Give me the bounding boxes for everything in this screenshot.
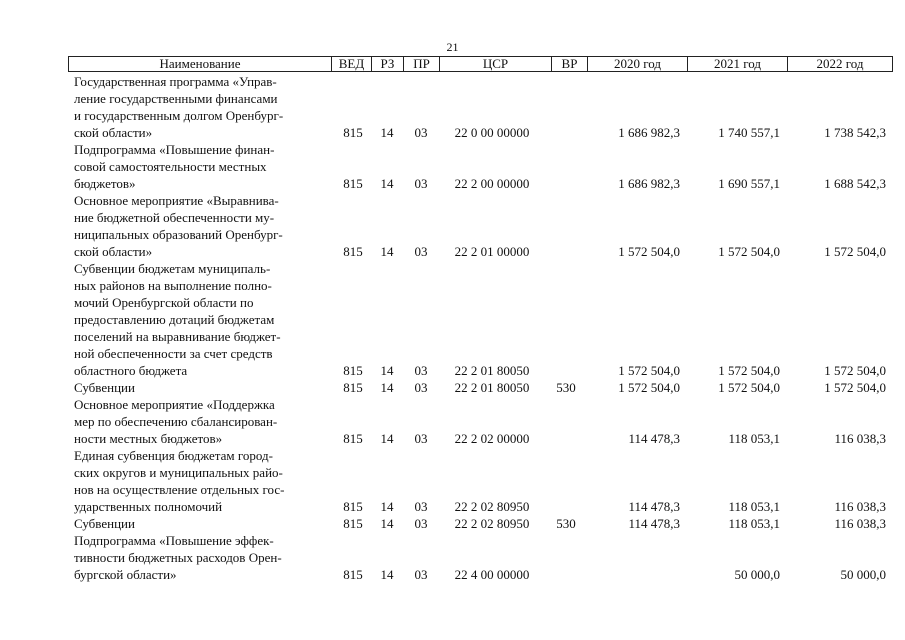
row-name — [74, 532, 324, 583]
row-name-line: Субвенции — [74, 380, 135, 395]
cell-csr: 22 0 00 00000 — [454, 125, 530, 140]
row-name-line: ных районов на выполнение полно- — [74, 278, 272, 293]
row-name-line: ской области» — [74, 244, 153, 259]
cell-y2022: 116 038,3 — [834, 431, 886, 446]
table-row — [68, 73, 893, 141]
cell-y2020: 1 686 982,3 — [618, 125, 680, 140]
row-name-line: ности местных бюджетов» — [74, 431, 223, 446]
cell-rz: 14 — [380, 567, 394, 582]
cell-csr: 22 2 02 80950 — [454, 516, 530, 531]
cell-y2021: 1 740 557,1 — [718, 125, 780, 140]
cell-ved: 815 — [343, 431, 363, 446]
cell-y2022: 116 038,3 — [834, 499, 886, 514]
cell-pr: 03 — [414, 516, 428, 531]
row-name-line: ниципальных образований Оренбург- — [74, 227, 283, 242]
header-rz: РЗ — [371, 57, 403, 71]
cell-rz: 14 — [380, 244, 394, 259]
table-row — [68, 260, 893, 379]
header-2022: 2022 год — [787, 57, 892, 71]
row-name-line: бюджетов» — [74, 176, 136, 191]
cell-y2021: 118 053,1 — [728, 499, 780, 514]
row-name-line: областного бюджета — [74, 363, 188, 378]
cell-y2022: 1 572 504,0 — [824, 244, 886, 259]
row-name-line: ной обеспеченности за счет средств — [74, 346, 273, 361]
row-name — [74, 141, 324, 192]
header-csr: ЦСР — [439, 57, 551, 71]
cell-vr: 530 — [556, 380, 576, 395]
cell-pr: 03 — [414, 244, 428, 259]
row-name-line: ление государственными финансами — [74, 91, 278, 106]
cell-ved: 815 — [343, 125, 363, 140]
cell-ved: 815 — [343, 567, 363, 582]
table-row — [68, 192, 893, 260]
cell-rz: 14 — [380, 516, 394, 531]
cell-rz: 14 — [380, 176, 394, 191]
cell-pr: 03 — [414, 176, 428, 191]
cell-y2021: 118 053,1 — [728, 516, 780, 531]
row-name-line: и государственным долгом Оренбург- — [74, 108, 284, 123]
cell-csr: 22 2 00 00000 — [454, 176, 530, 191]
cell-y2020: 114 478,3 — [628, 431, 680, 446]
row-name — [74, 260, 324, 379]
row-name-line: поселений на выравнивание бюджет- — [74, 329, 281, 344]
row-name — [74, 73, 324, 141]
table-row — [68, 396, 893, 447]
cell-csr: 22 2 02 00000 — [454, 431, 530, 446]
cell-rz: 14 — [380, 499, 394, 514]
cell-y2022: 50 000,0 — [840, 567, 886, 582]
cell-y2020: 1 686 982,3 — [618, 176, 680, 191]
row-name-line: ских округов и муниципальных райо- — [74, 465, 283, 480]
cell-csr: 22 2 01 80050 — [454, 363, 530, 378]
cell-ved: 815 — [343, 380, 363, 395]
row-name-line: Государственная программа «Управ- — [74, 74, 277, 89]
cell-y2020: 1 572 504,0 — [618, 380, 680, 395]
cell-ved: 815 — [343, 176, 363, 191]
table-row — [68, 532, 893, 583]
row-name-line: Основное мероприятие «Поддержка — [74, 397, 275, 412]
cell-ved: 815 — [343, 244, 363, 259]
cell-csr: 22 2 01 00000 — [454, 244, 530, 259]
table-row — [68, 447, 893, 515]
row-name-line: Субвенции бюджетам муниципаль- — [74, 261, 271, 276]
cell-y2020: 114 478,3 — [628, 516, 680, 531]
header-2021: 2021 год — [687, 57, 787, 71]
row-name-line: ударственных полномочий — [74, 499, 223, 514]
row-name-line: тивности бюджетных расходов Орен- — [74, 550, 282, 565]
cell-csr: 22 2 01 80050 — [454, 380, 530, 395]
row-name-line: Подпрограмма «Повышение финан- — [74, 142, 275, 157]
row-name — [74, 447, 324, 515]
header-2020: 2020 год — [587, 57, 687, 71]
cell-y2020: 1 572 504,0 — [618, 244, 680, 259]
header-ved: ВЕД — [331, 57, 371, 71]
cell-rz: 14 — [380, 380, 394, 395]
cell-csr: 22 2 02 80950 — [454, 499, 530, 514]
cell-y2021: 118 053,1 — [728, 431, 780, 446]
cell-rz: 14 — [380, 125, 394, 140]
row-name-line: Подпрограмма «Повышение эффек- — [74, 533, 274, 548]
row-name-line: ской области» — [74, 125, 153, 140]
row-name-line: мер по обеспечению сбалансирован- — [74, 414, 278, 429]
row-name — [74, 515, 324, 532]
cell-y2022: 1 688 542,3 — [824, 176, 886, 191]
row-name — [74, 396, 324, 447]
cell-y2021: 1 572 504,0 — [718, 380, 780, 395]
cell-y2022: 1 738 542,3 — [824, 125, 886, 140]
table-row — [68, 141, 893, 192]
cell-y2022: 1 572 504,0 — [824, 363, 886, 378]
row-name-line: нов на осуществление отдельных гос- — [74, 482, 285, 497]
row-name-line: Единая субвенция бюджетам город- — [74, 448, 273, 463]
row-name-line: совой самостоятельности местных — [74, 159, 267, 174]
row-name-line: мочий Оренбургской области по — [74, 295, 254, 310]
cell-y2020: 114 478,3 — [628, 499, 680, 514]
row-name-line: предоставлению дотаций бюджетам — [74, 312, 275, 327]
cell-ved: 815 — [343, 499, 363, 514]
header-pr: ПР — [403, 57, 439, 71]
row-name — [74, 192, 324, 260]
header-vr: ВР — [551, 57, 587, 71]
cell-ved: 815 — [343, 516, 363, 531]
page-number: 21 — [446, 40, 459, 54]
cell-vr: 530 — [556, 516, 576, 531]
cell-y2021: 1 690 557,1 — [718, 176, 780, 191]
row-name — [74, 379, 324, 396]
cell-pr: 03 — [414, 499, 428, 514]
cell-rz: 14 — [380, 363, 394, 378]
cell-rz: 14 — [380, 431, 394, 446]
cell-pr: 03 — [414, 125, 428, 140]
cell-pr: 03 — [414, 380, 428, 395]
cell-pr: 03 — [414, 363, 428, 378]
cell-y2022: 116 038,3 — [834, 516, 886, 531]
table-header — [68, 56, 893, 72]
row-name-line: Субвенции — [74, 516, 135, 531]
cell-csr: 22 4 00 00000 — [454, 567, 530, 582]
budget-table — [68, 56, 893, 582]
table-row — [68, 515, 893, 532]
cell-pr: 03 — [414, 431, 428, 446]
table-row — [68, 379, 893, 396]
cell-y2021: 1 572 504,0 — [718, 363, 780, 378]
row-name-line: Основное мероприятие «Выравнива- — [74, 193, 279, 208]
header-name: Наименование — [159, 56, 241, 71]
cell-y2020: 1 572 504,0 — [618, 363, 680, 378]
row-name-line: ние бюджетной обеспеченности му- — [74, 210, 275, 225]
cell-pr: 03 — [414, 567, 428, 582]
cell-y2021: 1 572 504,0 — [718, 244, 780, 259]
cell-y2022: 1 572 504,0 — [824, 380, 886, 395]
row-name-line: бургской области» — [74, 567, 177, 582]
cell-y2021: 50 000,0 — [734, 567, 780, 582]
cell-ved: 815 — [343, 363, 363, 378]
